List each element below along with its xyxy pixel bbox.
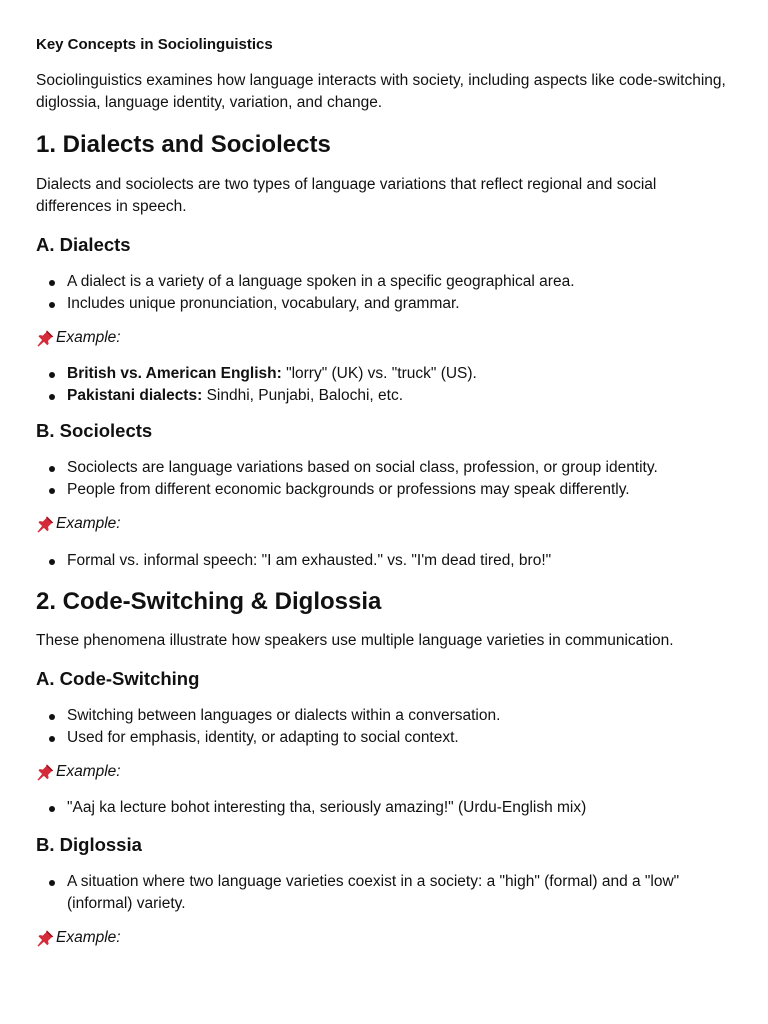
list-item: Switching between languages or dialects within a conversation. xyxy=(36,705,732,727)
section-2-intro: These phenomena illustrate how speakers use multiple language varieties in communication. xyxy=(36,632,674,649)
code-switching-example-label xyxy=(36,761,732,783)
list-item xyxy=(36,385,732,407)
subsection-code-switching-heading: A. Code-Switching xyxy=(36,668,200,689)
section-2-heading: 2. Code-Switching & Diglossia xyxy=(36,588,382,615)
list-item: People from different economic backgrounds or professions may speak differently. xyxy=(36,479,732,501)
code-switching-example-list xyxy=(36,797,732,819)
example-text: "lorry" (UK) vs. "truck" (US). xyxy=(281,365,477,382)
section-1-intro: Dialects and sociolects are two types of language variations that reflect regional and social differences in speech. xyxy=(36,176,657,215)
subsection-diglossia-heading: B. Diglossia xyxy=(36,834,142,855)
list-item: "Aaj ka lecture bohot interesting tha, seriously amazing!" (Urdu-English mix) xyxy=(36,797,732,819)
list-item: A dialect is a variety of a language spoken in a specific geographical area. xyxy=(36,271,732,293)
list-item: A situation where two language varieties coexist in a society: a "high" (formal) and a "low" (informal) variety. xyxy=(36,871,732,915)
code-switching-bullet-list xyxy=(36,705,732,749)
sociolects-bullet-list xyxy=(36,457,732,501)
list-item: Sociolects are language variations based on social class, profession, or group identity. xyxy=(36,457,732,479)
sociolects-example-list xyxy=(36,550,732,572)
list-item xyxy=(36,363,732,385)
pushpin-icon xyxy=(36,515,55,533)
section-1-heading: 1. Dialects and Sociolects xyxy=(36,131,331,158)
example-term: Pakistani dialects: xyxy=(67,387,203,404)
example-text: Sindhi, Punjabi, Balochi, etc. xyxy=(202,387,404,404)
diglossia-bullet-list xyxy=(36,871,732,915)
pushpin-icon xyxy=(36,929,55,947)
list-item: Used for emphasis, identity, or adapting to social context. xyxy=(36,727,732,749)
example-label: Example: xyxy=(56,515,121,532)
example-label: Example: xyxy=(56,329,121,346)
list-item: Includes unique pronunciation, vocabulary, and grammar. xyxy=(36,293,732,315)
subsection-dialects-heading: A. Dialects xyxy=(36,234,131,255)
document-intro: Sociolinguistics examines how language interacts with society, including aspects like code-switching, diglossia, language identity, variation, and change. xyxy=(36,72,726,111)
dialects-example-list xyxy=(36,363,732,407)
dialects-bullet-list xyxy=(36,271,732,315)
pushpin-icon xyxy=(36,329,55,347)
diglossia-example-label xyxy=(36,927,732,949)
subsection-sociolects-heading: B. Sociolects xyxy=(36,420,153,441)
list-item: Formal vs. informal speech: "I am exhausted." vs. "I'm dead tired, bro!" xyxy=(36,550,732,572)
example-label: Example: xyxy=(56,763,121,780)
example-term: British vs. American English: xyxy=(67,365,282,382)
pushpin-icon xyxy=(36,763,55,781)
sociolects-example-label xyxy=(36,513,732,535)
document-title: Key Concepts in Sociolinguistics xyxy=(36,36,273,53)
example-label: Example: xyxy=(56,929,121,946)
dialects-example-label xyxy=(36,327,732,349)
